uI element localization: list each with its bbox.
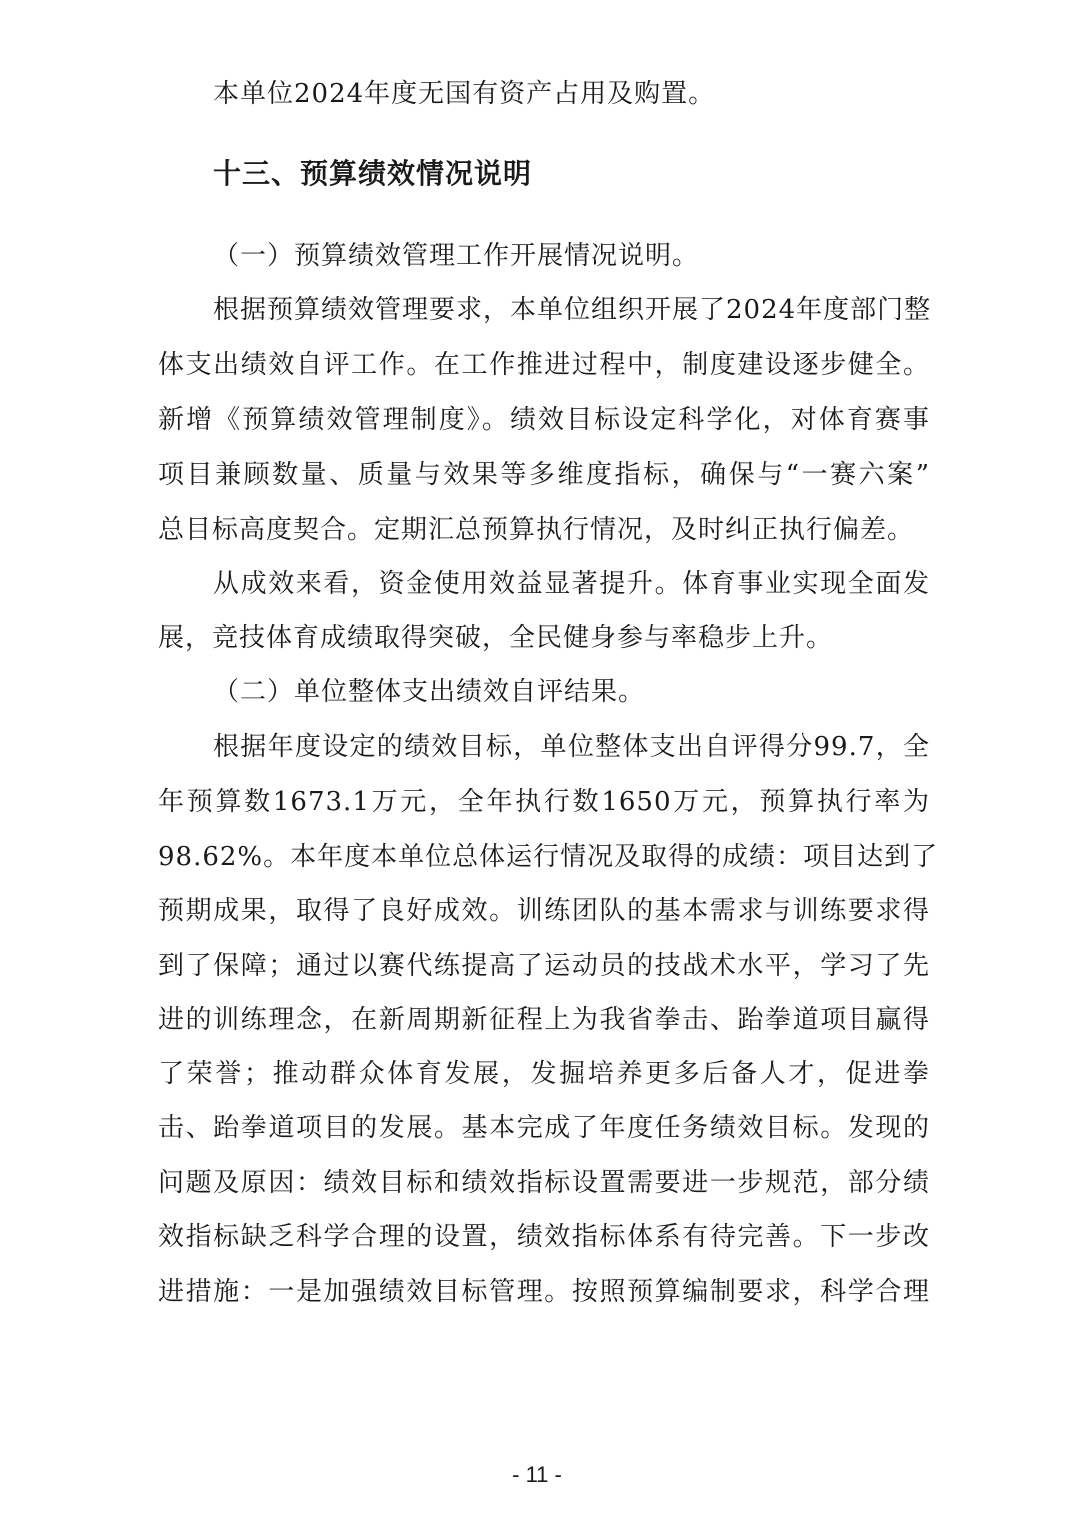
paragraph-line: 效指标缺乏科学合理的设置，绩效指标体系有待完善。下一步改 <box>158 1222 930 1252</box>
paragraph-line: 根据年度设定的绩效目标，单位整体支出自评得分99.7，全 <box>213 732 930 762</box>
paragraph-line: 本单位2024年度无国有资产占用及购置。 <box>213 79 716 109</box>
subsection-heading: （一）预算绩效管理工作开展情况说明。 <box>213 241 700 271</box>
paragraph-line: 体支出绩效自评工作。在工作推进过程中，制度建设逐步健全。 <box>158 350 930 380</box>
paragraph-line: 根据预算绩效管理要求，本单位组织开展了2024年度部门整 <box>213 295 932 325</box>
page-number: - 11 - <box>512 1462 562 1487</box>
paragraph-line: 年预算数1673.1万元，全年执行数1650万元，预算执行率为 <box>158 787 930 817</box>
subsection-heading: （二）单位整体支出绩效自评结果。 <box>213 677 646 707</box>
paragraph-line: 预期成果，取得了良好成效。训练团队的基本需求与训练要求得 <box>158 896 930 926</box>
paragraph-line: 问题及原因：绩效目标和绩效指标设置需要进一步规范，部分绩 <box>158 1168 930 1198</box>
paragraph-line: 了荣誉；推动群众体育发展，发掘培养更多后备人才，促进拳 <box>158 1059 930 1089</box>
paragraph-line: 项目兼顾数量、质量与效果等多维度指标，确保与“一赛六案” <box>158 460 930 490</box>
paragraph-line: 新增《预算绩效管理制度》。绩效目标设定科学化，对体育赛事 <box>158 405 930 435</box>
paragraph-line: 展，竞技体育成绩取得突破，全民健身参与率稳步上升。 <box>158 623 834 653</box>
paragraph-line: 击、跆拳道项目的发展。基本完成了年度任务绩效目标。发现的 <box>158 1113 930 1143</box>
paragraph-line: 进措施：一是加强绩效目标管理。按照预算编制要求，科学合理 <box>158 1277 930 1307</box>
paragraph-line: 98.62%。本年度本单位总体运行情况及取得的成绩：项目达到了 <box>158 842 939 872</box>
section-heading: 十三、预算绩效情况说明 <box>213 157 533 190</box>
paragraph-line: 从成效来看，资金使用效益显著提升。体育事业实现全面发 <box>213 569 930 599</box>
paragraph-line: 到了保障；通过以赛代练提高了运动员的技战术水平，学习了先 <box>158 951 930 981</box>
paragraph-line: 进的训练理念，在新周期新征程上为我省拳击、跆拳道项目赢得 <box>158 1005 930 1035</box>
paragraph-line: 总目标高度契合。定期汇总预算执行情况，及时纠正执行偏差。 <box>158 515 915 545</box>
